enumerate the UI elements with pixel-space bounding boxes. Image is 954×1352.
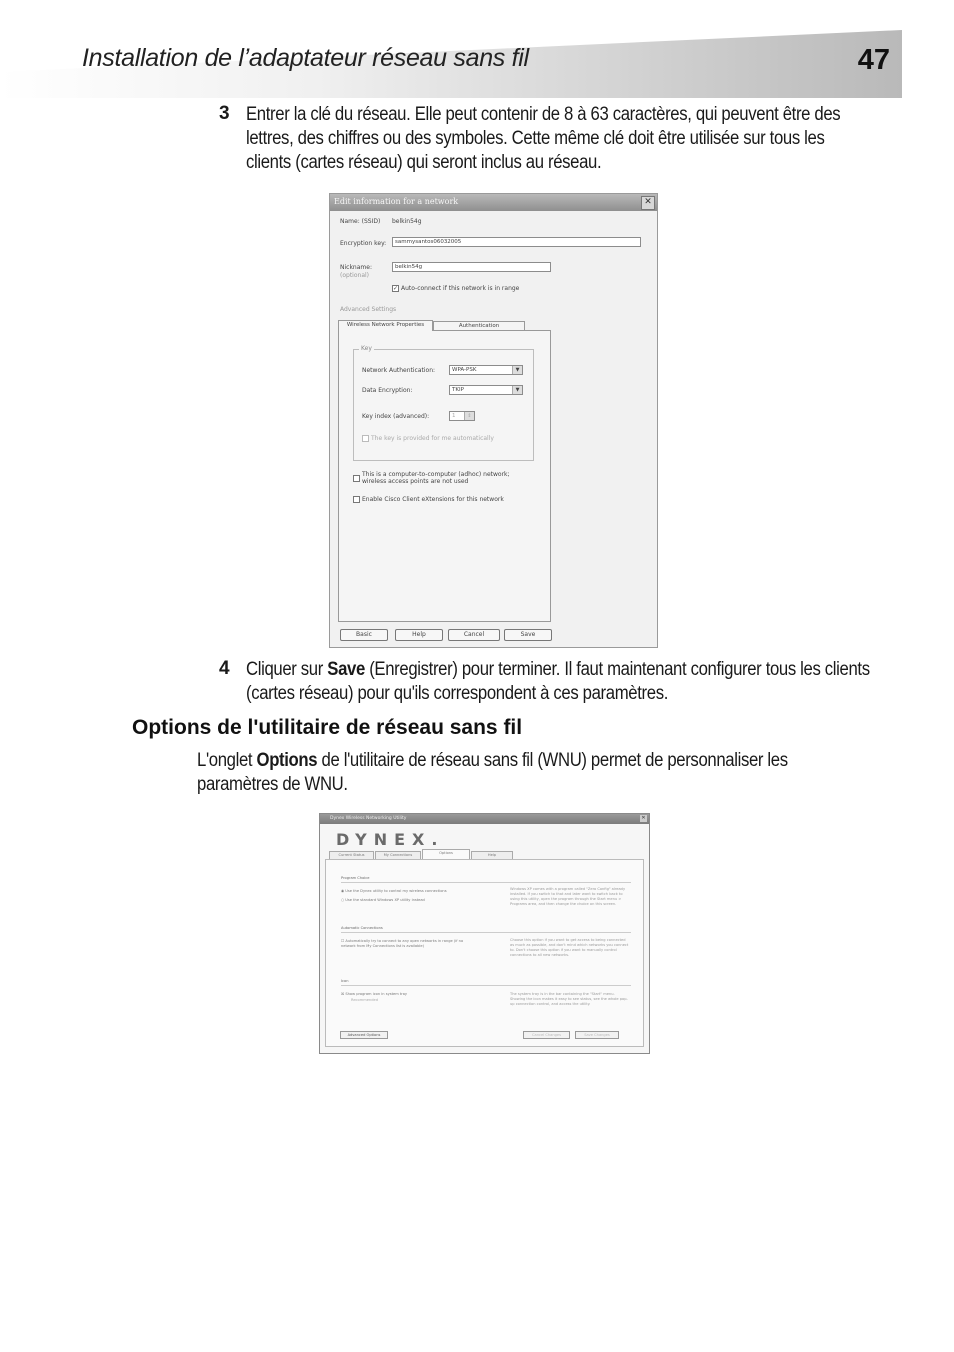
cancel-changes-button[interactable]: Cancel Changes bbox=[523, 1031, 570, 1039]
data-encryption-value: TKIP bbox=[452, 387, 464, 393]
radio-use-dynex-label: Use the Dynex utility to control my wireless connections bbox=[345, 889, 447, 893]
save-changes-button[interactable]: Save Changes bbox=[575, 1031, 619, 1039]
chevron-down-icon: ▼ bbox=[512, 366, 522, 374]
nickname-optional-label: (optional) bbox=[340, 272, 369, 279]
adhoc-label: This is a computer-to-computer (adhoc) network; wireless access points are not used bbox=[362, 471, 510, 485]
wnu-options-screenshot bbox=[319, 813, 650, 1054]
running-header-title: Installation de l’adaptateur réseau sans fil bbox=[82, 44, 529, 72]
page-number: 47 bbox=[857, 44, 890, 76]
key-index-value: 1 bbox=[452, 413, 456, 419]
wnu-title: Dynex Wireless Networking Utility bbox=[330, 816, 407, 821]
tab-my-connections[interactable]: My Connections bbox=[375, 851, 421, 860]
icon-heading: Icon bbox=[341, 979, 349, 983]
close-icon[interactable]: ✕ bbox=[641, 815, 646, 821]
wnu-options-panel bbox=[325, 859, 644, 1047]
cisco-label: Enable Cisco Client eXtensions for this network bbox=[362, 496, 504, 503]
options-text-before: L'onglet bbox=[197, 750, 257, 771]
wnu-titlebar bbox=[320, 814, 649, 824]
tab-authentication[interactable]: Authentication bbox=[433, 321, 525, 331]
recommended-label: Recommended bbox=[351, 998, 378, 1002]
stepper-arrows-icon: ⇕ bbox=[464, 412, 474, 420]
program-choice-heading: Program Choice bbox=[341, 876, 370, 880]
tab-current-status[interactable]: Current Status bbox=[329, 851, 374, 860]
automatic-connections-heading: Automatic Connections bbox=[341, 926, 383, 930]
cisco-checkbox[interactable] bbox=[353, 496, 360, 503]
dynex-logo: DYNEX. bbox=[336, 830, 445, 849]
step-4-text bbox=[246, 658, 871, 706]
network-authentication-label: Network Authentication: bbox=[362, 367, 436, 374]
program-choice-description: Windows XP comes with a program called "Zero Config" already installed. If you switch to that and later want to switch back to using this utility, open the program through the Start menu > Programs area, and then change the choice on this screen. bbox=[510, 887, 626, 906]
chevron-down-icon: ▼ bbox=[512, 386, 522, 394]
key-index-label: Key index (advanced): bbox=[362, 413, 430, 420]
key-auto-checkbox[interactable] bbox=[362, 435, 369, 442]
show-icon-option[interactable]: ☒ Show program icon in system tray bbox=[341, 992, 408, 996]
page-header bbox=[0, 30, 902, 98]
advanced-options-button[interactable]: Advanced Options bbox=[340, 1031, 388, 1039]
close-icon[interactable]: ✕ bbox=[641, 196, 655, 210]
key-group-legend: Key bbox=[361, 345, 372, 352]
edit-network-dialog-screenshot bbox=[329, 193, 658, 648]
key-group bbox=[353, 345, 534, 461]
tab-wireless-network-properties[interactable]: Wireless Network Properties bbox=[338, 320, 433, 331]
section-heading: Options de l'utilitaire de réseau sans fil bbox=[132, 716, 523, 739]
tab-help[interactable]: Help bbox=[471, 851, 513, 860]
auto-connect-option[interactable]: ☐ Automatically try to connect to any open networks in range (if no network from My Connections list is available) bbox=[341, 939, 464, 948]
encryption-key-input[interactable]: sammysantos06032005 bbox=[392, 237, 641, 247]
nickname-input[interactable]: belkin54g bbox=[392, 262, 551, 272]
auto-connect-option-label: Automatically try to connect to any open networks in range (if no network from My Connections list is available) bbox=[341, 939, 464, 948]
wireless-properties-panel bbox=[338, 330, 551, 622]
network-authentication-value: WPA-PSK bbox=[452, 367, 477, 373]
options-bold: Options bbox=[256, 750, 318, 771]
divider bbox=[341, 985, 631, 986]
auto-connect-label: Auto-connect if this network is in range bbox=[401, 285, 520, 292]
adhoc-checkbox[interactable] bbox=[353, 475, 360, 482]
auto-connect-checkbox[interactable]: ✓ bbox=[393, 285, 399, 292]
save-button[interactable]: Save bbox=[504, 629, 552, 641]
key-auto-label: The key is provided for me automatically bbox=[371, 435, 494, 442]
network-authentication-select[interactable] bbox=[449, 365, 523, 375]
options-paragraph bbox=[197, 749, 848, 797]
key-index-stepper[interactable] bbox=[449, 411, 475, 421]
nickname-label: Nickname: bbox=[340, 264, 372, 271]
show-icon-option-label: Show program icon in system tray bbox=[345, 992, 408, 996]
radio-use-windows-label: Use the standard Windows XP utility instead bbox=[345, 898, 425, 902]
step-4-number: 4 bbox=[219, 658, 230, 679]
divider bbox=[341, 932, 631, 933]
step-3-text: Entrer la clé du réseau. Elle peut contenir de 8 à 63 caractères, qui peuvent être des lettres, des chiffres ou des symboles. Cette même clé doit être utilisée sur tous les clients (cartes réseau) qui seront inclus au réseau. bbox=[246, 104, 841, 173]
options-text-after: de l'utilitaire de réseau sans fil (WNU) permet de personnaliser les paramètres de WNU. bbox=[197, 750, 788, 795]
data-encryption-select[interactable] bbox=[449, 385, 523, 395]
advanced-settings-label: Advanced Settings bbox=[340, 306, 397, 313]
dialog-titlebar bbox=[330, 194, 657, 211]
divider bbox=[341, 882, 631, 883]
tab-options[interactable]: Options bbox=[422, 849, 470, 860]
help-button[interactable]: Help bbox=[395, 629, 443, 641]
basic-button[interactable]: Basic bbox=[340, 629, 388, 641]
icon-description: The system tray is in the bar containing the "Start" menu. Showing the icon makes it easy to see status, see the whole pop-up connection control, and access the utility. bbox=[510, 992, 628, 1006]
step-4-text-after: (Enregistrer) pour terminer. Il faut maintenant configurer tous les clients (cartes réseau) pour qu'ils correspondent à ces paramètres. bbox=[246, 659, 870, 704]
encryption-key-label: Encryption key: bbox=[340, 240, 387, 247]
automatic-connections-description: Choose this option if you want to get access to being connected as much as possible, and don't mind which networks you connect to. Don't choose this option if you want to manually control connections to all new networks. bbox=[510, 938, 629, 957]
cancel-button[interactable]: Cancel bbox=[448, 629, 500, 641]
data-encryption-label: Data Encryption: bbox=[362, 387, 413, 394]
ssid-label: Name: (SSID) bbox=[340, 218, 381, 225]
radio-use-windows[interactable]: ○ Use the standard Windows XP utility instead bbox=[341, 898, 425, 902]
step-4-text-before: Cliquer sur bbox=[246, 659, 328, 680]
step-3-number: 3 bbox=[219, 103, 230, 124]
radio-use-dynex[interactable]: ◉ Use the Dynex utility to control my wireless connections bbox=[341, 889, 447, 893]
step-4-save-bold: Save bbox=[327, 659, 365, 680]
ssid-value: belkin54g bbox=[392, 218, 422, 225]
dialog-title: Edit information for a network bbox=[334, 197, 459, 206]
